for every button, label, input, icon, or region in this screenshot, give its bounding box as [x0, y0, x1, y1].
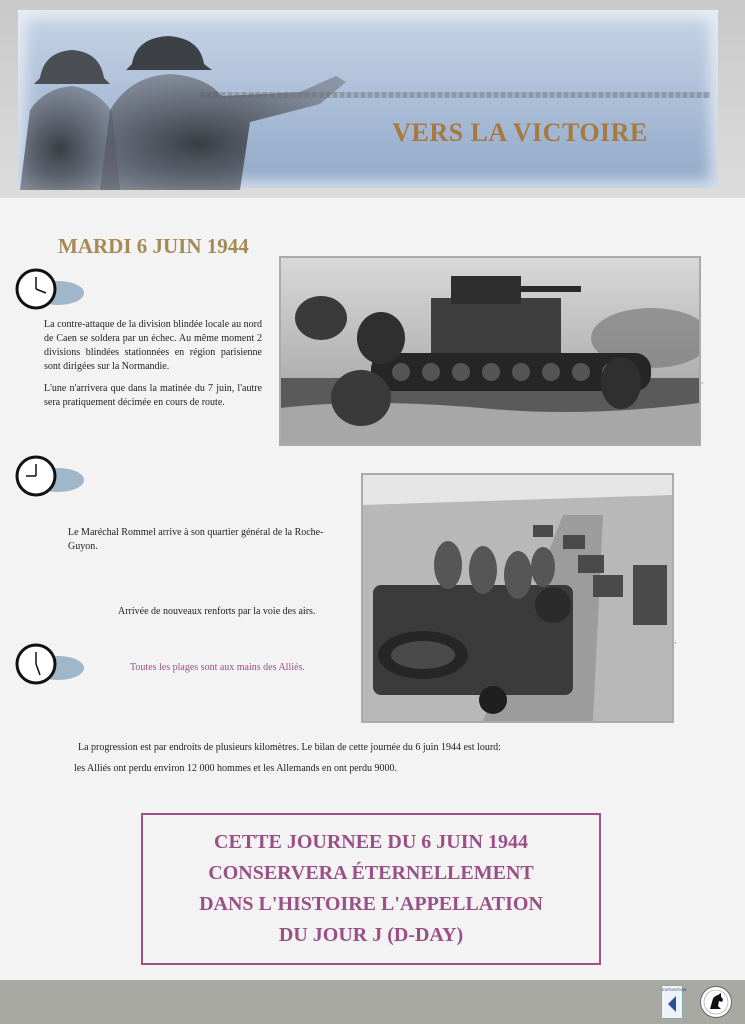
horse-logo-icon[interactable]: [700, 986, 732, 1018]
closing-line: DU JOUR J (D-DAY): [278, 924, 464, 946]
text-beaches: Toutes les plages sont aux mains des Alliés.: [130, 662, 305, 673]
clock-icon: [14, 455, 86, 499]
date-heading: MARDI 6 JUIN 1944: [58, 234, 249, 258]
footer-bar: [0, 980, 745, 1024]
summary-line-1: La progression est par endroits de plusieurs kilomètres. Le bilan de cette journée du 6 juin 1944 est lourd:: [78, 742, 501, 753]
soldiers-silhouette-image: [0, 0, 360, 198]
clock-icon: [14, 268, 86, 312]
closing-line: DANS L'HISTOIRE L'APPELLATION: [199, 893, 543, 915]
closing-line: CONSERVERA ÉTERNELLEMENT: [208, 862, 534, 884]
text-block-1: [44, 318, 262, 410]
closing-line: CETTE JOURNEE DU 6 JUIN 1944: [214, 831, 528, 853]
text-rommel: Le Maréchal Rommel arrive à son quartier général de la Roche-Guyon.: [68, 527, 324, 552]
back-button-label: EXPOSITION: [662, 987, 687, 992]
convoy-photo: [361, 473, 674, 723]
back-button[interactable]: [661, 985, 687, 1019]
paragraph: La contre-attaque de la division blindée locale au nord de Caen se soldera par un échec. Au même moment 2 divisions blindées stationnées en région parisienne sont dirigées sur la Normandie.: [44, 319, 262, 372]
photo-credit: ▪: [673, 640, 678, 645]
header-banner: [0, 0, 745, 198]
page-title: VERS LA VICTOIRE: [392, 118, 648, 147]
tank-photo: [279, 256, 701, 446]
summary-line-2: les Alliés ont perdu environ 12 000 hommes et les Allemands en ont perdu 9000.: [74, 763, 398, 774]
paragraph: L'une n'arrivera que dans la matinée du 7 juin, l'autre sera pratiquement décimée en cours de route.: [44, 383, 262, 408]
photo-credit: ▪: [700, 380, 705, 385]
back-arrow-icon: [662, 986, 687, 1018]
text-reinforcements: Arrivée de nouveaux renforts par la voie des airs.: [118, 606, 316, 617]
closing-statement-box: [141, 813, 601, 965]
clock-icon: [14, 643, 86, 687]
